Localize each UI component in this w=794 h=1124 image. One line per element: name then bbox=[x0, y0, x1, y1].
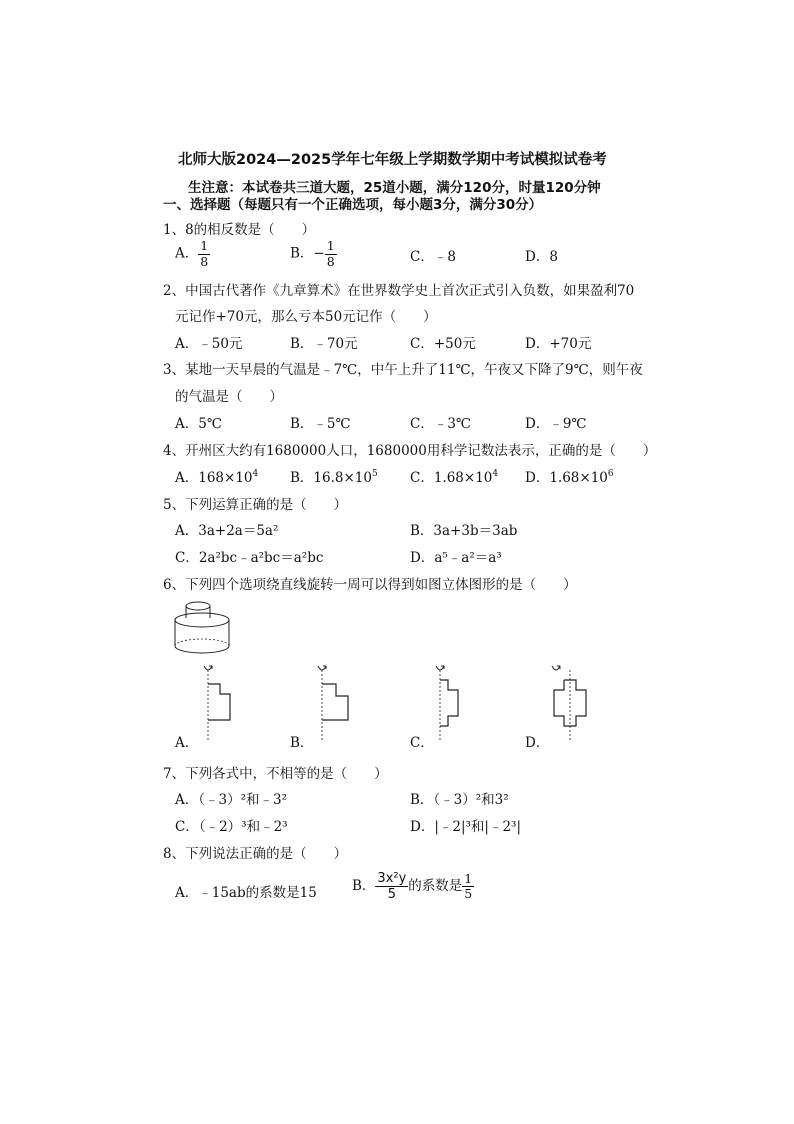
question-7-stem: 7、下列各式中，不相等的是（ ） bbox=[163, 766, 388, 782]
question-2-stem-line1: 2、中国古代著作《九章算术》在世界数学史上首次正式引入负数，如果盈利70 bbox=[163, 283, 635, 299]
q6-option-d: D． bbox=[525, 735, 550, 751]
q1-option-c: C．﹣8 bbox=[410, 249, 456, 265]
question-3-stem-line1: 3、某地一天早晨的气温是﹣7℃，中午上升了11℃，午夜又下降了9℃，则午夜 bbox=[163, 362, 643, 378]
q6-option-a: A． bbox=[175, 735, 199, 751]
q5-option-d: D．a⁵﹣a²＝a³ bbox=[410, 550, 502, 566]
q7-option-b: B．（﹣3）²和3² bbox=[410, 792, 509, 808]
q2-option-b: B．﹣70元 bbox=[290, 336, 358, 352]
q7-option-d: D．|﹣2|³和|﹣2³| bbox=[410, 819, 522, 835]
q5-option-c: C．2a²bc﹣a²bc＝a²bc bbox=[175, 550, 324, 566]
q3-option-d: D．﹣9℃ bbox=[525, 416, 587, 432]
q3-option-b: B．﹣5℃ bbox=[290, 416, 351, 432]
solid-figure-stacked-cylinders bbox=[170, 598, 240, 658]
q2-option-d: D．+70元 bbox=[525, 336, 592, 352]
q7-option-c: C．（﹣2）³和﹣2³ bbox=[175, 819, 288, 835]
question-3-stem-line2: 的气温是（ ） bbox=[175, 389, 283, 405]
q4-option-a: A．$168\times 10^4$ bbox=[175, 469, 259, 486]
q6-figure-b bbox=[312, 656, 354, 744]
q1-option-a: A． $\frac{1}{8}$ bbox=[175, 238, 209, 269]
q7-option-a: A．（﹣3）²和﹣3² bbox=[175, 792, 288, 808]
q5-option-b: B．3a+3b＝3ab bbox=[410, 523, 518, 539]
q1-option-d: D．8 bbox=[525, 249, 558, 265]
exam-notice: 生注意：本试卷共三道大题，25道小题，满分120分，时量120分钟 bbox=[188, 180, 601, 196]
question-5-stem: 5、下列运算正确的是（ ） bbox=[163, 497, 348, 513]
section-heading: 一、选择题（每题只有一个正确选项，每小题3分，满分30分） bbox=[163, 197, 543, 213]
q4-option-c: C．$1.68\times 10^4$ bbox=[410, 469, 499, 486]
q3-option-c: C．﹣3℃ bbox=[410, 416, 472, 432]
q6-figure-d bbox=[546, 656, 606, 744]
q1-option-b: B．− $\frac{1}{8}$ bbox=[290, 238, 335, 269]
q6-figure-a bbox=[198, 656, 238, 744]
question-2-stem-line2: 元记作+70元，那么亏本50元记作（ ） bbox=[175, 309, 437, 325]
question-8-stem: 8、下列说法正确的是（ ） bbox=[163, 846, 348, 862]
q8-option-a: A．﹣15ab的系数是15 bbox=[175, 885, 317, 901]
q6-figure-c bbox=[430, 656, 470, 744]
question-6-stem: 6、下列四个选项绕直线旋转一周可以得到如图立体图形的是（ ） bbox=[163, 577, 577, 593]
q8-option-b: B． $\frac{\text{3x²y}}{5}$ 的系数是 $\frac{1}{5}$ bbox=[352, 870, 473, 902]
question-1-stem: 1、8的相反数是（ ） bbox=[163, 222, 316, 238]
exam-title: 北师大版2024—2025学年七年级上学期数学期中考试模拟试卷考 bbox=[178, 152, 607, 168]
q2-option-a: A．﹣50元 bbox=[175, 336, 243, 352]
q4-option-d: D．$1.68\times 10^6$ bbox=[525, 469, 614, 486]
q5-option-a: A．3a+2a＝5a² bbox=[175, 523, 279, 539]
q3-option-a: A．5℃ bbox=[175, 416, 222, 432]
q2-option-c: C．+50元 bbox=[410, 336, 476, 352]
q6-option-b: B． bbox=[290, 735, 314, 751]
question-4-stem: 4、开州区大约有1680000人口，1680000用科学记数法表示，正确的是（ ） bbox=[163, 443, 657, 459]
q4-option-b: B．$16.8\times 10^5$ bbox=[290, 469, 378, 486]
q6-option-c: C． bbox=[410, 735, 434, 751]
